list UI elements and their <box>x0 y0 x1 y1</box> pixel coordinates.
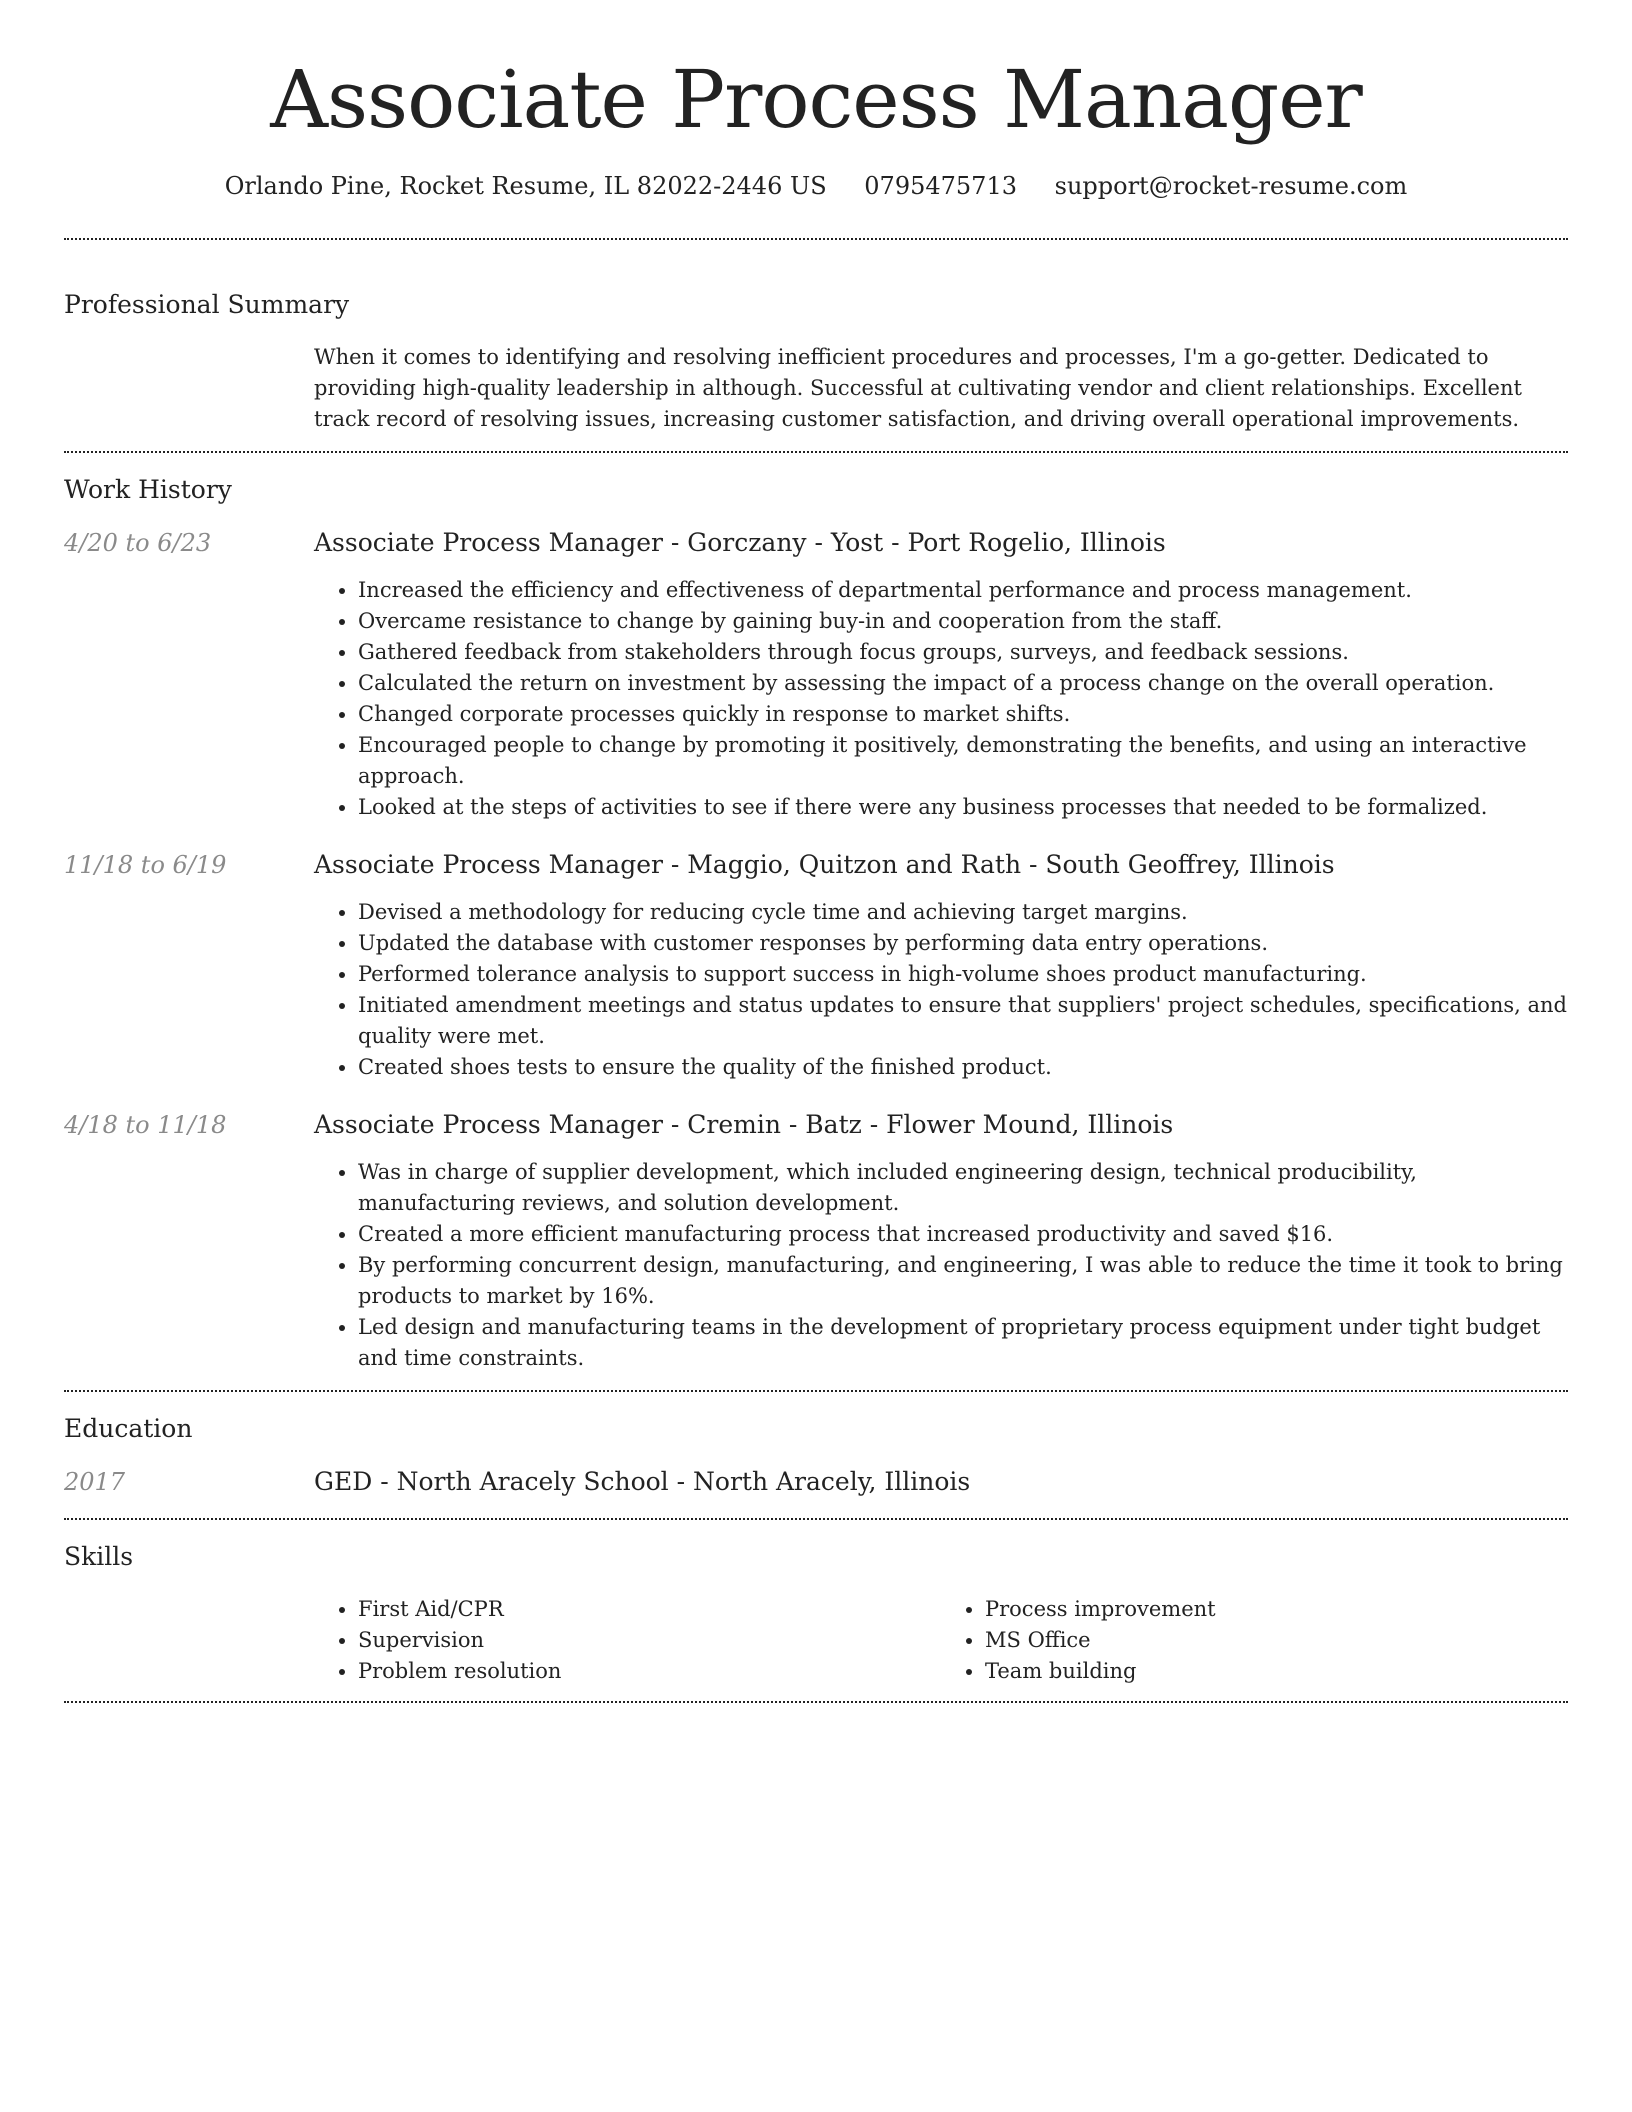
summary-row <box>64 342 1568 451</box>
education-entry <box>64 1466 1568 1498</box>
job-entry <box>64 849 1568 1083</box>
job-bullets <box>314 575 1568 823</box>
contact-line <box>64 170 1568 202</box>
contact-address: Orlando Pine, Rocket Resume, IL 82022-2446 US <box>224 172 827 200</box>
job-dates: 11/18 to 6/19 <box>64 851 227 879</box>
education-heading: Education <box>64 1414 193 1443</box>
job-bullets <box>314 1157 1568 1374</box>
education-heading-text: GED - North Aracely School - North Aracely, Illinois <box>314 1467 971 1496</box>
job-bullet: • Looked at the steps of activities to see if there were any business processes that needed to be formalized. <box>358 792 1568 823</box>
skills-grid <box>314 1594 1568 1687</box>
skill-item: • MS Office <box>985 1625 1568 1656</box>
work-section <box>64 453 1568 1374</box>
skill-item: • Process improvement <box>985 1594 1568 1625</box>
job-bullet: • Changed corporate processes quickly in response to market shifts. <box>358 699 1568 730</box>
job-bullet: • Performed tolerance analysis to support success in high-volume shoes product manufacturing. <box>358 959 1568 990</box>
skill-item: • Supervision <box>358 1625 941 1656</box>
job-bullet: • By performing concurrent design, manufacturing, and engineering, I was able to reduce the time it took to bring products to market by 16%. <box>358 1250 1568 1312</box>
job-details <box>314 849 1568 1083</box>
summary-text: When it comes to identifying and resolving inefficient procedures and processes, I'm a go-getter. Dedicated to providing high-quality leadership in although. Successful at cultivating vendor and client relationships. Excellent track record of resolving issues, increasing customer satisfaction, and driving overall operational improvements. <box>314 345 1522 431</box>
job-bullet: • Updated the database with customer responses by performing data entry operations. <box>358 928 1568 959</box>
summary-body <box>314 342 1568 451</box>
resume-header <box>64 0 1568 202</box>
job-entry <box>64 1109 1568 1374</box>
skills-divider <box>64 1701 1568 1703</box>
candidate-title: Associate Process Manager <box>270 53 1362 146</box>
job-heading: Associate Process Manager - Cremin - Batz - Flower Mound, Illinois <box>314 1110 1174 1139</box>
education-section <box>64 1392 1568 1498</box>
skill-item: • First Aid/CPR <box>358 1594 941 1625</box>
job-bullet: • Created a more efficient manufacturing process that increased productivity and saved $16. <box>358 1219 1568 1250</box>
skills-row <box>64 1594 1568 1687</box>
skills-heading: Skills <box>64 1542 134 1571</box>
education-year: 2017 <box>64 1468 126 1496</box>
job-bullets <box>314 897 1568 1083</box>
job-bullet: • Increased the efficiency and effectiveness of departmental performance and process management. <box>358 575 1568 606</box>
job-bullet: • Gathered feedback from stakeholders through focus groups, surveys, and feedback sessions. <box>358 637 1568 668</box>
skills-list-left <box>314 1594 941 1687</box>
skill-item: • Team building <box>985 1656 1568 1687</box>
job-details <box>314 527 1568 823</box>
job-bullet: • Devised a methodology for reducing cycle time and achieving target margins. <box>358 897 1568 928</box>
job-heading: Associate Process Manager - Gorczany - Yost - Port Rogelio, Illinois <box>314 528 1166 557</box>
job-bullet: • Initiated amendment meetings and status updates to ensure that suppliers' project schedules, specifications, and quality were met. <box>358 990 1568 1052</box>
skills-list-right <box>941 1594 1568 1687</box>
job-bullet: • Led design and manufacturing teams in the development of proprietary process equipment under tight budget and time constraints. <box>358 1312 1568 1374</box>
job-dates: 4/18 to 11/18 <box>64 1111 227 1139</box>
job-heading: Associate Process Manager - Maggio, Quitzon and Rath - South Geoffrey, Illinois <box>314 850 1335 879</box>
job-dates: 4/20 to 6/23 <box>64 529 212 557</box>
job-bullet: • Was in charge of supplier development, which included engineering design, technical producibility, manufacturing reviews, and solution development. <box>358 1157 1568 1219</box>
work-heading: Work History <box>64 475 232 504</box>
contact-email: support@rocket-resume.com <box>1054 172 1408 200</box>
summary-heading: Professional Summary <box>64 290 350 319</box>
contact-phone: 0795475713 <box>864 172 1017 200</box>
job-bullet: • Overcame resistance to change by gaining buy-in and cooperation from the staff. <box>358 606 1568 637</box>
skills-section <box>64 1520 1568 1701</box>
job-bullet: • Calculated the return on investment by assessing the impact of a process change on the overall operation. <box>358 668 1568 699</box>
job-details <box>314 1109 1568 1374</box>
job-bullet: • Encouraged people to change by promoting it positively, demonstrating the benefits, and using an interactive approach. <box>358 730 1568 792</box>
job-bullet: • Created shoes tests to ensure the quality of the finished product. <box>358 1052 1568 1083</box>
job-entry <box>64 527 1568 823</box>
education-details <box>314 1466 1568 1498</box>
summary-section <box>64 240 1568 451</box>
skill-item: • Problem resolution <box>358 1656 941 1687</box>
